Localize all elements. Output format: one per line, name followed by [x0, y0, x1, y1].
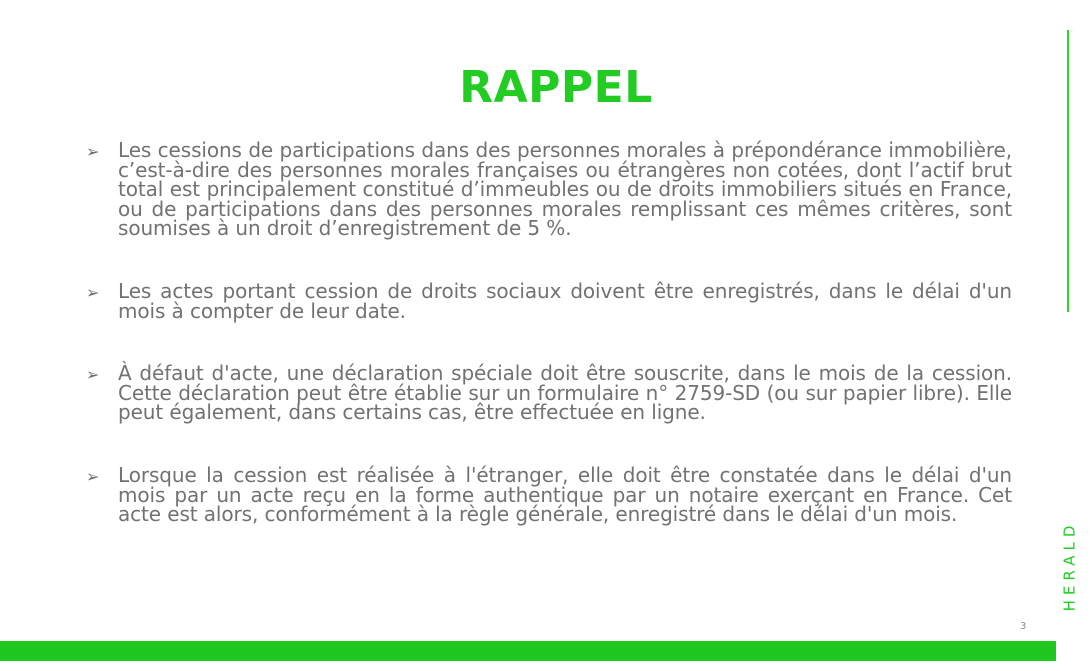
arrowhead-bullet-icon: ➢	[86, 365, 100, 384]
slide-title: RAPPEL	[459, 62, 653, 113]
bullet-text: Lorsque la cession est réalisée à l'étranger, elle doit être constatée dans le délai d'un mois par un acte reçu en la forme authentique par un notaire exerçant en France. Cet acte est alors, conformément à la règle générale, enregistré dans le délai d'un mois.	[118, 463, 1012, 526]
arrowhead-bullet-icon: ➢	[86, 142, 100, 161]
brand-name: HERALD	[1060, 520, 1078, 612]
bullet-text: À défaut d'acte, une déclaration spéciale doit être souscrite, dans le mois de la cession. Cette déclaration peut être établie sur un formulaire n° 2759-SD (ou sur papier libre). Elle peut également, dans certains cas, être effectuée en ligne.	[118, 361, 1012, 424]
arrowhead-bullet-icon: ➢	[86, 283, 100, 302]
bullet-item	[86, 361, 1012, 424]
arrowhead-bullet-icon: ➢	[86, 467, 100, 486]
bullet-text: Les actes portant cession de droits sociaux doivent être enregistrés, dans le délai d'un mois à compter de leur date.	[118, 279, 1012, 323]
page-number: 3	[1020, 621, 1027, 632]
right-divider-line	[1067, 30, 1069, 312]
bullet-item	[86, 138, 1012, 240]
bullet-text: Les cessions de participations dans des personnes morales à prépondérance immobilière, c’est-à-dire des personnes morales françaises ou étrangères non cotées, dont l’actif brut total est principalement constitué d’immeubles ou de droits immobiliers situés en France, ou de participations dans des personnes morales remplissant ces mêmes critères, sont soumises à un droit d’enregistrement de 5 %.	[118, 138, 1012, 240]
bottom-accent-bar	[0, 641, 1056, 661]
bullet-item	[86, 279, 1012, 323]
bullet-item	[86, 463, 1012, 526]
brand-logo	[1058, 510, 1080, 622]
